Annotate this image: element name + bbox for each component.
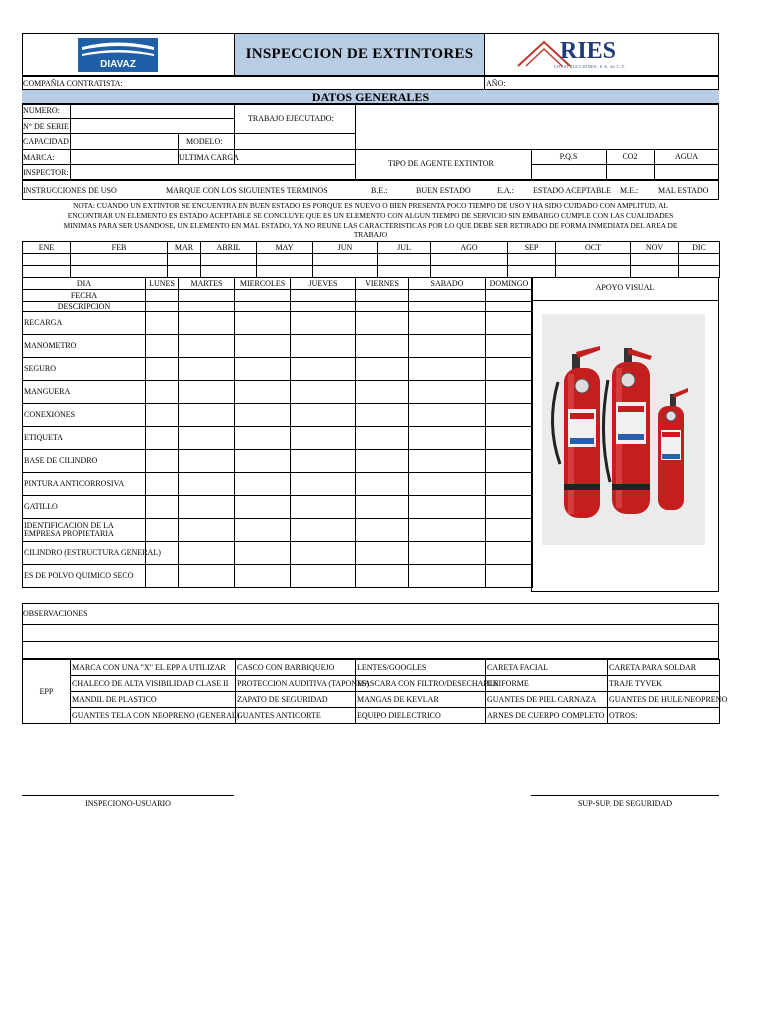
check-cell[interactable]	[486, 312, 533, 335]
check-cell[interactable]	[179, 404, 235, 427]
month-cell[interactable]	[631, 266, 679, 278]
check-cell[interactable]	[486, 542, 533, 565]
nota-line-1: NOTA: CUANDO UN EXTINTOR SE ENCUENTRA EN BUEN ESTADO ES PORQUE ES NUEVO O BIEN PRESENTA POCO TIEMPO DE USO Y HA SIDO CUIDADO CON AMPLITUD, AL	[72, 201, 669, 210]
descripcion-cell	[291, 302, 356, 312]
capacidad-label: CAPACIDAD	[23, 137, 69, 146]
check-cell[interactable]	[179, 496, 235, 519]
epp-item[interactable]: MANGAS DE KEVLAR	[356, 692, 486, 708]
table-row	[23, 404, 533, 427]
check-cell[interactable]	[179, 358, 235, 381]
descripcion-label: DESCRIPCION	[23, 302, 146, 312]
epp-row	[23, 660, 720, 676]
fecha-cell[interactable]	[235, 290, 291, 302]
check-cell[interactable]	[235, 519, 291, 542]
month-cell[interactable]	[257, 266, 313, 278]
nota-line-3: MINIMAS PARA SER USANDOSE, UN ELEMENTO EN MAL ESTADO, YA NO REUNE LAS CARACTERISTICAS POR LO QUE DEBE SER RETIRADO DE FORMA INMEDIATA DEL AREA DE	[63, 221, 678, 230]
diavaz-logo	[78, 38, 158, 72]
marque-label: MARQUE CON LOS SIGUIENTES TERMINOS	[166, 186, 328, 195]
item-label: MANOMETRO	[23, 335, 146, 358]
epp-row	[23, 692, 720, 708]
months-table	[22, 241, 720, 278]
check-cell[interactable]	[486, 381, 533, 404]
epp-item[interactable]: MANDIL DE PLASTICO	[71, 692, 236, 708]
item-label: GATILLO	[23, 496, 146, 519]
epp-item[interactable]: ZAPATO DE SEGURIDAD	[236, 692, 356, 708]
check-cell[interactable]	[291, 473, 356, 496]
descripcion-cell	[486, 302, 533, 312]
firma-izquierda-label: INSPECIONO-USUARIO	[85, 799, 171, 808]
check-cell[interactable]	[486, 565, 533, 588]
epp-item[interactable]: CARETA PARA SOLDAR	[608, 660, 720, 676]
epp-item[interactable]: CHALECO DE ALTA VISIBILIDAD CLASE II	[71, 676, 236, 692]
check-cell[interactable]	[146, 450, 179, 473]
check-cell[interactable]	[146, 565, 179, 588]
check-cell[interactable]	[356, 358, 409, 381]
month-header-5: JUN	[313, 242, 378, 254]
check-cell[interactable]	[235, 335, 291, 358]
table-row	[23, 496, 533, 519]
check-cell[interactable]	[179, 542, 235, 565]
item-label: CONEXIONES	[23, 404, 146, 427]
month-cell[interactable]	[508, 266, 556, 278]
diavaz-logo-text: DIAVAZ	[100, 59, 136, 70]
check-cell[interactable]	[291, 404, 356, 427]
month-header-0: ENE	[23, 242, 71, 254]
check-cell[interactable]	[146, 335, 179, 358]
check-cell[interactable]	[356, 427, 409, 450]
day-header-6: DOMINGO	[486, 278, 533, 290]
check-cell[interactable]	[356, 473, 409, 496]
ultima-carga-label: ULTIMA CARGA	[179, 153, 239, 162]
epp-row	[23, 708, 720, 724]
modelo-label: MODELO:	[186, 137, 223, 146]
month-cell[interactable]	[378, 266, 431, 278]
check-cell[interactable]	[409, 335, 486, 358]
month-cell[interactable]	[378, 254, 431, 266]
month-header-7: AGO	[431, 242, 508, 254]
fecha-cell[interactable]	[356, 290, 409, 302]
form-title: INSPECCION DE EXTINTORES	[245, 46, 474, 62]
check-cell[interactable]	[409, 473, 486, 496]
check-cell[interactable]	[409, 381, 486, 404]
epp-item[interactable]: PROTECCION AUDITIVA (TAPONES)	[236, 676, 356, 692]
observaciones-label: OBSERVACIONES	[23, 609, 88, 618]
check-cell[interactable]	[179, 473, 235, 496]
month-cell[interactable]	[168, 266, 201, 278]
month-cell[interactable]	[23, 266, 71, 278]
nota-line-2: ENCONTRAR UN ELEMENTO ES ESTADO ACEPTABLE SE CONCLUYE QUE ES UN ELEMENTO CON ALGUN TIEMPO DE SERVICIO SIN EMBARGO CUMPLE CON LAS CUALIDADES	[67, 211, 674, 220]
item-label: ES DE POLVO QUIMICO SECO	[23, 565, 146, 588]
check-cell[interactable]	[235, 427, 291, 450]
check-cell[interactable]	[291, 519, 356, 542]
check-cell[interactable]	[179, 450, 235, 473]
check-cell[interactable]	[409, 358, 486, 381]
check-cell[interactable]	[486, 358, 533, 381]
check-cell[interactable]	[409, 404, 486, 427]
epp-item[interactable]: OTROS:	[608, 708, 720, 724]
check-cell[interactable]	[486, 427, 533, 450]
item-label: RECARGA	[23, 312, 146, 335]
check-cell[interactable]	[291, 450, 356, 473]
descripcion-cell	[146, 302, 179, 312]
month-cell[interactable]	[431, 266, 508, 278]
day-header-3: JUEVES	[291, 278, 356, 290]
check-cell[interactable]	[179, 427, 235, 450]
table-row	[23, 450, 533, 473]
item-label: PINTURA ANTICORROSIVA	[23, 473, 146, 496]
be-label: B.E.:	[371, 186, 388, 195]
check-cell[interactable]	[235, 358, 291, 381]
check-cell[interactable]	[409, 496, 486, 519]
check-cell[interactable]	[409, 312, 486, 335]
month-cell[interactable]	[679, 254, 720, 266]
check-cell[interactable]	[235, 542, 291, 565]
check-cell[interactable]	[235, 404, 291, 427]
check-cell[interactable]	[146, 473, 179, 496]
check-cell[interactable]	[235, 473, 291, 496]
apoyo-visual-label: APOYO VISUAL	[595, 283, 655, 292]
epp-item[interactable]: ARNES DE CUERPO COMPLETO	[486, 708, 608, 724]
table-row	[23, 519, 533, 542]
epp-label: EPP	[23, 660, 71, 724]
firma-izquierda-line	[22, 795, 234, 796]
check-cell[interactable]	[235, 565, 291, 588]
table-row	[23, 542, 533, 565]
day-header-5: SABADO	[409, 278, 486, 290]
dia-label: DIA	[23, 278, 146, 290]
day-header-2: MIERCOLES	[235, 278, 291, 290]
check-cell[interactable]	[356, 450, 409, 473]
month-header-11: DIC	[679, 242, 720, 254]
month-header-10: NOV	[631, 242, 679, 254]
epp-item[interactable]: MASCARA CON FILTRO/DESECHABLE	[356, 676, 486, 692]
month-cell[interactable]	[556, 266, 631, 278]
epp-row	[23, 676, 720, 692]
day-header-1: MARTES	[179, 278, 235, 290]
ea-label: E.A.:	[497, 186, 514, 195]
month-cell[interactable]	[23, 254, 71, 266]
epp-table	[22, 659, 728, 724]
table-row	[23, 427, 533, 450]
marca-label: MARCA:	[23, 153, 55, 162]
fecha-cell[interactable]	[179, 290, 235, 302]
check-cell[interactable]	[291, 565, 356, 588]
table-row	[23, 312, 533, 335]
epp-item[interactable]: GUANTES ANTICORTE	[236, 708, 356, 724]
check-cell[interactable]	[409, 542, 486, 565]
check-cell[interactable]	[146, 381, 179, 404]
epp-item[interactable]: MARCA CON UNA "X" EL EPP A UTILIZAR	[71, 660, 236, 676]
check-cell[interactable]	[146, 312, 179, 335]
check-cell[interactable]	[179, 312, 235, 335]
month-header-4: MAY	[257, 242, 313, 254]
table-row	[23, 358, 533, 381]
item-label: SEGURO	[23, 358, 146, 381]
month-cell[interactable]	[201, 254, 257, 266]
check-cell[interactable]	[486, 404, 533, 427]
agente-agua: AGUA	[674, 152, 699, 161]
table-row	[23, 473, 533, 496]
month-cell[interactable]	[556, 254, 631, 266]
inspection-table	[22, 277, 533, 588]
epp-item[interactable]: CARETA FACIAL	[486, 660, 608, 676]
check-cell[interactable]	[291, 427, 356, 450]
firma-derecha-line	[531, 795, 719, 796]
check-cell[interactable]	[146, 427, 179, 450]
epp-item[interactable]: LENTES/GOOGLES	[356, 660, 486, 676]
day-header-0: LUNES	[146, 278, 179, 290]
fecha-cell[interactable]	[486, 290, 533, 302]
fecha-cell[interactable]	[146, 290, 179, 302]
fecha-cell[interactable]	[409, 290, 486, 302]
month-header-8: SEP	[508, 242, 556, 254]
epp-item[interactable]: GUANTES DE HULE/NEOPRENO	[608, 692, 720, 708]
item-label: IDENTIFICACION DE LA EMPRESA PROPIETARIA	[23, 519, 146, 542]
month-header-2: MAR	[168, 242, 201, 254]
epp-item[interactable]: GUANTES TELA CON NEOPRENO (GENERAL)	[71, 708, 236, 724]
table-row	[23, 335, 533, 358]
check-cell[interactable]	[146, 519, 179, 542]
mal-estado-label: MAL ESTADO	[658, 186, 709, 195]
epp-item[interactable]: GUANTES DE PIEL CARNAZA	[486, 692, 608, 708]
day-header-4: VIERNES	[356, 278, 409, 290]
item-label: BASE DE CILINDRO	[23, 450, 146, 473]
fecha-cell[interactable]	[291, 290, 356, 302]
check-cell[interactable]	[291, 335, 356, 358]
anio-label: AÑO:	[486, 79, 506, 88]
fecha-label: FECHA	[23, 290, 146, 302]
trabajo-label: TRABAJO EJECUTADO:	[248, 114, 334, 123]
tipo-agente-label: TIPO DE AGENTE EXTINTOR	[388, 159, 494, 168]
month-cell[interactable]	[257, 254, 313, 266]
check-cell[interactable]	[235, 450, 291, 473]
item-label: CILINDRO (ESTRUCTURA GENERAL)	[23, 542, 146, 565]
check-cell[interactable]	[486, 519, 533, 542]
check-cell[interactable]	[291, 312, 356, 335]
check-cell[interactable]	[356, 404, 409, 427]
firma-derecha-label: SUP-SUP. DE SEGURIDAD	[577, 799, 672, 808]
numero-label: NUMERO:	[23, 106, 60, 115]
check-cell[interactable]	[146, 358, 179, 381]
month-cell[interactable]	[71, 266, 168, 278]
agente-co2: CO2	[622, 152, 638, 161]
month-cell[interactable]	[631, 254, 679, 266]
check-cell[interactable]	[235, 381, 291, 404]
month-cell[interactable]	[431, 254, 508, 266]
check-cell[interactable]	[291, 496, 356, 519]
serie-label: N° DE SERIE	[23, 122, 69, 131]
inspector-label: INSPECTOR:	[23, 168, 69, 177]
check-cell[interactable]	[409, 450, 486, 473]
check-cell[interactable]	[179, 565, 235, 588]
month-cell[interactable]	[201, 266, 257, 278]
month-cell[interactable]	[508, 254, 556, 266]
check-cell[interactable]	[356, 312, 409, 335]
descripcion-cell	[409, 302, 486, 312]
epp-item[interactable]: CASCO CON BARBIQUEJO	[236, 660, 356, 676]
month-header-1: FEB	[71, 242, 168, 254]
table-row	[23, 381, 533, 404]
check-cell[interactable]	[146, 496, 179, 519]
check-cell[interactable]	[356, 542, 409, 565]
month-header-9: OCT	[556, 242, 631, 254]
check-cell[interactable]	[356, 565, 409, 588]
descripcion-cell	[356, 302, 409, 312]
descripcion-cell	[179, 302, 235, 312]
check-cell[interactable]	[235, 312, 291, 335]
check-cell[interactable]	[356, 381, 409, 404]
table-row	[23, 565, 533, 588]
month-cell[interactable]	[313, 266, 378, 278]
agente-pqs: P.Q.S	[559, 152, 578, 161]
nota-line-4: TRABAJO	[353, 230, 388, 239]
check-cell[interactable]	[486, 496, 533, 519]
item-label: ETIQUETA	[23, 427, 146, 450]
month-cell[interactable]	[168, 254, 201, 266]
extinguisher-image	[542, 314, 705, 545]
check-cell[interactable]	[179, 381, 235, 404]
datos-generales-title: DATOS GENERALES	[311, 90, 430, 104]
check-cell[interactable]	[291, 381, 356, 404]
check-cell[interactable]	[356, 496, 409, 519]
check-cell[interactable]	[291, 542, 356, 565]
month-cell[interactable]	[679, 266, 720, 278]
item-label: MANGUERA	[23, 381, 146, 404]
epp-item[interactable]: UNIFORME	[486, 676, 608, 692]
month-header-3: ABRIL	[201, 242, 257, 254]
check-cell[interactable]	[356, 519, 409, 542]
check-cell[interactable]	[146, 404, 179, 427]
estado-aceptable-label: ESTADO ACEPTABLE	[533, 186, 612, 195]
month-header-6: JUL	[378, 242, 431, 254]
check-cell[interactable]	[409, 565, 486, 588]
check-cell[interactable]	[486, 450, 533, 473]
month-cell[interactable]	[71, 254, 168, 266]
check-cell[interactable]	[179, 335, 235, 358]
check-cell[interactable]	[486, 335, 533, 358]
epp-item[interactable]: EQUIPO DIELECTRICO	[356, 708, 486, 724]
check-cell[interactable]	[409, 519, 486, 542]
ries-logo	[516, 38, 656, 72]
me-label: M.E.:	[620, 186, 639, 195]
month-cell[interactable]	[313, 254, 378, 266]
check-cell[interactable]	[179, 519, 235, 542]
check-cell[interactable]	[356, 335, 409, 358]
instrucciones-label: INSTRUCCIONES DE USO	[23, 186, 117, 195]
epp-item[interactable]: TRAJE TYVEK	[608, 676, 720, 692]
ries-logo-text: RIES	[560, 38, 617, 64]
ries-logo-subtitle: CONSTRUCCIONES, S.A. de C.V.	[554, 64, 626, 69]
check-cell[interactable]	[291, 358, 356, 381]
descripcion-cell	[235, 302, 291, 312]
check-cell[interactable]	[235, 496, 291, 519]
check-cell[interactable]	[409, 427, 486, 450]
buen-estado-label: BUEN ESTADO	[416, 186, 471, 195]
check-cell[interactable]	[486, 473, 533, 496]
contratista-label: COMPAÑIA CONTRATISTA:	[23, 79, 123, 88]
